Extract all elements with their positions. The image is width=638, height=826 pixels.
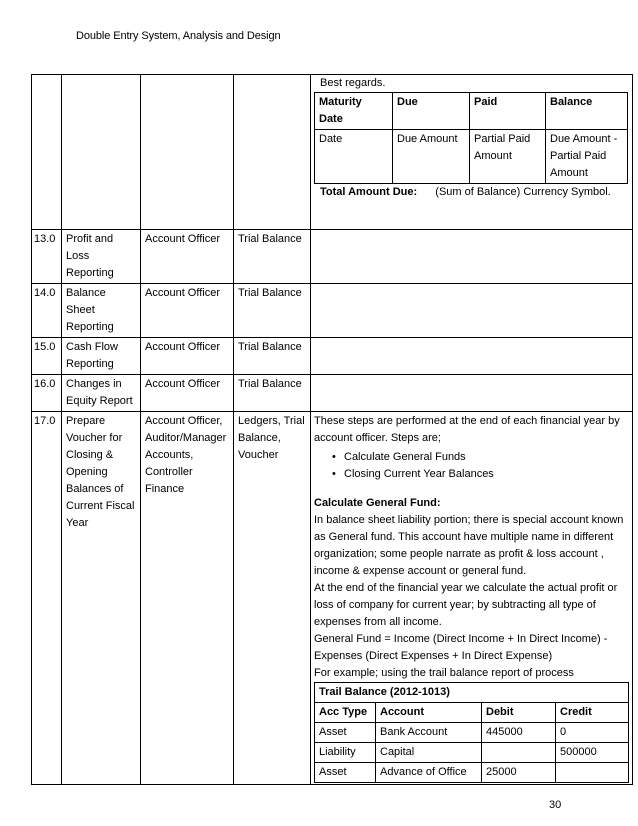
list-item: • Calculate General Funds (314, 449, 629, 466)
closing-steps-cell (311, 412, 633, 785)
steps-intro: These steps are performed at the end of each financial year by account officer. Steps are; (314, 415, 620, 444)
table-row: Asset Bank Account 445000 0 (315, 723, 629, 743)
paragraph: For example; using the trail balance report of process (314, 667, 574, 679)
table-row: 15.0 Cash Flow Reporting Account Officer Trial Balance (32, 338, 633, 375)
trail-balance-table (314, 682, 629, 783)
paragraph: General Fund = Income (Direct Income + In Direct Income) - Expenses (Direct Expenses + In Direct Expense) (314, 633, 608, 662)
due-table (314, 92, 628, 184)
trail-balance-header: Acc Type Account Debit Credit (315, 703, 629, 723)
total-value: (Sum of Balance) Currency Symbol. (435, 186, 611, 198)
subheading: Calculate General Fund: (314, 497, 441, 509)
table-row: 14.0 Balance Sheet Reporting Account Officer Trial Balance (32, 284, 633, 338)
trail-balance-title: Trail Balance (2012-1013) (315, 683, 629, 703)
table-row: 17.0 Prepare Voucher for Closing & Opening Balances of Current Fiscal Year Account Officer, Auditor/Manager Accounts, Controller Finance Ledgers, Trial Balance, Voucher These steps are performed at the end of each financial year by account officer. Steps are; • Calculate General Funds • Closing Current Year Balances Calculate General Fund: In balance sheet liability portion; there is special account known as General fund. This account have multiple name in different organization; some people narrate as profit & loss account , income & expense account or general fund. At the end of the financial year we calculate the actual profit or loss of company for current year; by subtracting all type of expenses from all income. General Fund = Income (Direct Income + In Direct Income) - Expenses (Direct Expenses + In Direct Expense) For example; using the trail balance report of process Trail Balance (2012-1013) Acc Type Account Debit Credit Asset Bank Account 445000 0 Liability Capital 500000 Asset Advance of Office 25000 (32, 412, 633, 785)
table-row: Asset Advance of Office 25000 (315, 763, 629, 783)
letter-cell (311, 75, 633, 230)
paragraph: At the end of the financial year we calculate the actual profit or loss of company for current year; by subtracting all type of expenses from all income. (314, 582, 618, 628)
process-table (31, 74, 633, 785)
total-label: Total Amount Due: (320, 186, 418, 198)
bullet-icon: • (332, 451, 336, 463)
list-item: • Closing Current Year Balances (314, 466, 629, 483)
due-table-header: Maturity Date Due Paid Balance (315, 93, 628, 130)
table-row: Liability Capital 500000 (315, 743, 629, 763)
steps-list (314, 449, 629, 483)
total-amount-line (314, 184, 628, 201)
page-number: 30 (549, 799, 562, 811)
paragraph: In balance sheet liability portion; there is special account known as General fund. This account have multiple name in different organization; some people narrate as profit & loss account , income & expense account or general fund. (314, 514, 624, 577)
table-row: 13.0 Profit and Loss Reporting Account Officer Trial Balance (32, 230, 633, 284)
table-row (32, 75, 633, 230)
page-header: Double Entry System, Analysis and Design (76, 30, 281, 42)
bullet-icon: • (332, 468, 336, 480)
table-row: 16.0 Changes in Equity Report Account Officer Trial Balance (32, 375, 633, 412)
regards-text: Best regards. (320, 77, 386, 89)
due-table-row: Date Due Amount Partial Paid Amount Due Amount - Partial Paid Amount (315, 130, 628, 184)
